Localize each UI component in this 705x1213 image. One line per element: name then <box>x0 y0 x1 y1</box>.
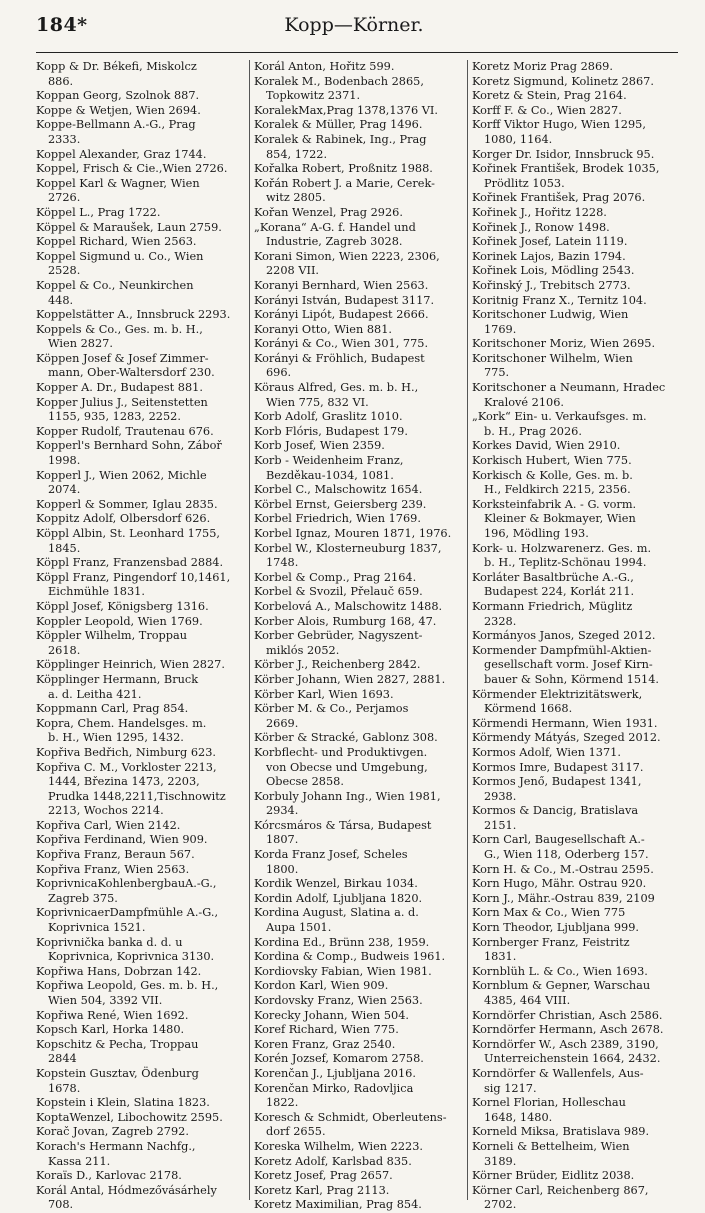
directory-entry-line: Kopřiva C. M., Vorkloster 2213, <box>36 760 217 774</box>
directory-entry-line: Korb - Weidenheim Franz, <box>254 454 404 468</box>
directory-entry-line: Korbel C., Malschowitz 1654. <box>254 483 423 497</box>
directory-entry-line: Kordina August, Slatina a. d. <box>254 906 419 920</box>
directory-entry-line: Korn Carl, Baugesellschaft A.- <box>472 833 645 847</box>
directory-entry-line: Korbelová A., Malschowitz 1488. <box>254 599 443 613</box>
directory-entry-line: Köpplinger Heinrich, Wien 2827. <box>36 658 225 672</box>
directory-entry-line: Korn H. & Co., M.-Ostrau 2595. <box>472 862 654 876</box>
directory-entry-line: Korányi Lipót, Budapest 2666. <box>254 308 429 322</box>
directory-entry-line: Koralek M., Bodenbach 2865, <box>254 74 424 88</box>
entry-continuation-line: 2328. <box>484 614 517 628</box>
directory-entry-line: Kordik Wenzel, Birkau 1034. <box>254 877 418 891</box>
entry-continuation-line: b. H., Teplitz-Schönau 1994. <box>484 556 647 570</box>
entry-continuation-line: von Obecse und Umgebung, <box>266 760 428 774</box>
directory-entry-line: Koralek & Müller, Prag 1496. <box>254 118 423 132</box>
directory-entry-line: Koretz Moriz Prag 2869. <box>472 60 613 73</box>
directory-entry-line: Korn Hugo, Mähr. Ostrau 920. <box>472 877 647 891</box>
entry-continuation-line: witz 2805. <box>266 191 326 205</box>
directory-entry-line: KoralekMax,Prag 1378,1376 VI. <box>254 103 438 117</box>
page-number: 184* <box>36 14 88 36</box>
directory-entry-line: Körner Brüder, Eidlitz 2038. <box>472 1169 635 1183</box>
directory-entry-line: Korb Adolf, Graslitz 1010. <box>254 410 403 424</box>
directory-entry-line: „Kork“ Ein- u. Verkaufsges. m. <box>472 410 647 424</box>
directory-entry-line: Köpplinger Hermann, Bruck <box>36 672 199 686</box>
directory-entry-line: Körber Karl, Wien 1693. <box>254 687 394 701</box>
directory-entry-line: Kopper Julius J., Seitenstetten <box>36 395 208 409</box>
directory-entry-line: Korn Max & Co., Wien 775 <box>472 906 626 920</box>
entry-continuation-line: 1155, 935, 1283, 2252. <box>48 410 181 424</box>
directory-entry-line: Korndörfer Christian, Asch 2586. <box>472 1008 663 1022</box>
directory-entry-line: Kopřiwa Hans, Dobrzan 142. <box>36 964 202 978</box>
entry-continuation-line: 196, Mödling 193. <box>484 527 589 540</box>
directory-entry-line: Kornblum & Gepner, Warschau <box>472 979 651 993</box>
entry-continuation-line: a. d. Leitha 421. <box>48 687 142 701</box>
directory-entry-line: Korbflecht- und Produktivgen. <box>254 745 428 759</box>
entry-continuation-line: gesellschaft vorm. Josef Kirn- <box>484 658 653 672</box>
directory-entry-line: Korbuly Johann Ing., Wien 1981, <box>254 789 441 803</box>
directory-entry-line: Kopřiwa Leopold, Ges. m. b. H., <box>36 979 219 993</box>
directory-entry-line: Kordiovsky Fabian, Wien 1981. <box>254 964 432 978</box>
entry-continuation-line: 2213, Wochos 2214. <box>48 804 164 818</box>
entry-continuation-line: b. H., Wien 1295, 1432. <box>48 731 184 745</box>
entry-continuation-line: miklós 2052. <box>266 643 340 657</box>
directory-entry-line: Kormender Dampfmühl-Aktien- <box>472 643 652 657</box>
entry-continuation-line: 2726. <box>48 191 81 205</box>
directory-entry-line: Koppels & Co., Ges. m. b. H., <box>36 322 203 336</box>
entry-continuation-line: Wien 2827. <box>48 337 113 351</box>
directory-entry-line: Kopperl J., Wien 2062, Michle <box>36 468 207 482</box>
directory-entry-line: Kopstein i Klein, Slatina 1823. <box>36 1096 210 1110</box>
directory-entry-line: Kopřiva Franz, Wien 2563. <box>36 862 190 876</box>
directory-entry-line: Koritschoner a Neumann, Hradec <box>472 381 666 395</box>
directory-entry-line: Kordina Ed., Brünn 238, 1959. <box>254 935 430 949</box>
directory-entry-line: Kopřiva Bedřich, Nimburg 623. <box>36 745 216 759</box>
entry-continuation-line: Körmend 1668. <box>484 702 573 716</box>
directory-entry-line: Korb Flóris, Budapest 179. <box>254 424 408 438</box>
directory-entry-line: „Korana“ A-G. f. Handel und <box>254 220 416 234</box>
directory-entry-line: Korndörfer W., Asch 2389, 3190, <box>472 1037 659 1051</box>
directory-entry-line: Korál Antal, Hódmezővásárhely <box>36 1183 217 1197</box>
directory-entry-line: Koritschoner Ludwig, Wien <box>472 308 629 322</box>
directory-entry-line: Kordin Adolf, Ljubljana 1820. <box>254 891 423 905</box>
directory-entry-line: Koppel Karl & Wagner, Wien <box>36 176 200 190</box>
header-rule <box>36 52 678 53</box>
directory-entry-line: Korányi & Fröhlich, Budapest <box>254 351 425 365</box>
directory-entry-line: Körner Carl, Reichenberg 867, <box>472 1183 649 1197</box>
directory-entry-line: Koretz Maximilian, Prag 854. <box>254 1198 422 1212</box>
directory-entry-line: Koresch & Schmidt, Oberleutens- <box>254 1110 447 1124</box>
entry-continuation-line: 448. <box>48 293 74 307</box>
directory-entry-line: Korenčan J., Ljubljana 2016. <box>254 1066 416 1080</box>
entry-continuation-line: Kassa 211. <box>48 1154 111 1168</box>
directory-entry-line: Koretz & Stein, Prag 2164. <box>472 89 627 103</box>
directory-entry-line: Körmender Elektrizitätswerk, <box>472 687 643 701</box>
directory-entry-line: Kopřiwa René, Wien 1692. <box>36 1008 189 1022</box>
directory-entry-line: Kopřiva Ferdinand, Wien 909. <box>36 833 208 847</box>
entry-continuation-line: b. H., Prag 2026. <box>484 424 582 438</box>
entry-continuation-line: sig 1217. <box>484 1081 537 1095</box>
directory-entry-line: Kordina & Comp., Budweis 1961. <box>254 950 446 964</box>
directory-entry-line: Kordon Karl, Wien 909. <box>254 979 389 993</box>
directory-entry-line: Köppel L., Prag 1722. <box>36 205 161 219</box>
column-divider <box>467 60 468 1200</box>
entry-continuation-line: 2333. <box>48 132 81 146</box>
directory-entry-line: Koranyi Otto, Wien 881. <box>254 322 392 336</box>
entry-continuation-line: Bezděkau-1034, 1081. <box>266 468 394 482</box>
directory-entry-line: Kormos & Dancig, Bratislava <box>472 804 639 818</box>
entry-continuation-line: Wien 775, 832 VI. <box>266 395 369 409</box>
directory-entry-line: Kormos Imre, Budapest 3117. <box>472 760 644 774</box>
directory-entry-line: Koralek & Rabinek, Ing., Prag <box>254 132 427 146</box>
entry-continuation-line: 1807. <box>266 833 299 847</box>
directory-entry-line: Korinek Lajos, Bazin 1794. <box>472 249 626 263</box>
entry-continuation-line: 1822. <box>266 1096 299 1110</box>
entry-continuation-line: 1678. <box>48 1081 81 1095</box>
entry-continuation-line: Industrie, Zagreb 3028. <box>266 235 403 249</box>
entry-continuation-line: 1831. <box>484 950 517 964</box>
directory-entry-line: Köppl Franz, Franzensbad 2884. <box>36 556 224 570</box>
entry-continuation-line: mann, Ober-Waltersdorf 230. <box>48 366 215 380</box>
directory-entry-line: KoprivnicaerDampfmühle A.-G., <box>36 906 219 920</box>
directory-entry-line: Korb Josef, Wien 2359. <box>254 439 385 453</box>
directory-entry-line: Kořinek František, Prag 2076. <box>472 191 646 205</box>
directory-entry-line: Kopper Rudolf, Trautenau 676. <box>36 424 214 438</box>
directory-entry-line: Körber & Stracké, Gablonz 308. <box>254 731 438 745</box>
entry-continuation-line: 1998. <box>48 454 81 468</box>
directory-entry-line: Köppen Josef & Josef Zimmer- <box>36 351 209 365</box>
entry-continuation-line: G., Wien 118, Oderberg 157. <box>484 848 649 862</box>
directory-entry-line: Kordovsky Franz, Wien 2563. <box>254 994 423 1007</box>
entry-continuation-line: Aupa 1501. <box>266 921 332 935</box>
directory-entry-line: Kořinek J., Hořitz 1228. <box>472 205 607 219</box>
directory-entry-line: Koppel & Co., Neunkirchen <box>36 278 194 292</box>
directory-entry-line: Koppan Georg, Szolnok 887. <box>36 89 200 103</box>
entry-continuation-line: Kleiner & Bokmayer, Wien <box>484 512 636 526</box>
directory-entry-line: Koppe-Bellmann A.-G., Prag <box>36 118 196 132</box>
directory-entry-line: Körmendy Mátyás, Szeged 2012. <box>472 731 661 745</box>
directory-entry-line: Kopperl's Bernhard Sohn, Záboř <box>36 439 222 453</box>
directory-entry-line: Korkes David, Wien 2910. <box>472 439 621 453</box>
entry-continuation-line: Unterreichenstein 1664, 2432. <box>484 1052 661 1066</box>
directory-entry-line: Koretz Karl, Prag 2113. <box>254 1183 390 1197</box>
directory-entry-line: Koppitz Adolf, Olbersdorf 626. <box>36 512 211 526</box>
directory-entry-line: Koraïs D., Karlovac 2178. <box>36 1169 182 1183</box>
directory-entry-line: KoptaWenzel, Libochowitz 2595. <box>36 1110 223 1124</box>
entry-continuation-line: 2938. <box>484 789 517 803</box>
directory-entry-line: Köppel & Maraušek, Laun 2759. <box>36 220 222 234</box>
directory-entry-line: Kornblüh L. & Co., Wien 1693. <box>472 964 648 978</box>
directory-entry-line: Köppl Franz, Pingendorf 10,1461, <box>36 570 231 584</box>
entry-continuation-line: Koprivnica, Koprivnica 3130. <box>48 950 215 964</box>
entry-continuation-line: Eichmühle 1831. <box>48 585 145 599</box>
directory-entry-line: Kormos Jenő, Budapest 1341, <box>472 775 642 789</box>
directory-entry-line: Korksteinfabrik A. - G. vorm. <box>472 497 637 511</box>
directory-entry-line: Korláter Basaltbrüche A.-G., <box>472 570 634 584</box>
directory-entry-line: Koritschoner Wilhelm, Wien <box>472 351 633 365</box>
column-divider <box>249 60 250 1200</box>
directory-entry-line: Korneld Miksa, Bratislava 989. <box>472 1125 650 1139</box>
directory-entry-line: Köppler Wilhelm, Troppau <box>36 629 188 643</box>
entry-continuation-line: 2528. <box>48 264 81 278</box>
directory-entry-line: Korani Simon, Wien 2223, 2306, <box>254 249 440 263</box>
directory-entry-line: Korn J., Mähr.-Ostrau 839, 2109 <box>472 891 655 905</box>
directory-entry-line: Kornel Florian, Holleschau <box>472 1096 626 1110</box>
directory-entry-line: Korál Anton, Hořitz 599. <box>254 60 395 73</box>
entry-continuation-line: Prudka 1448,2211,Tischnowitz <box>48 789 226 803</box>
running-head: Kopp—Körner. <box>284 14 424 36</box>
directory-entry-line: Kořan Wenzel, Prag 2926. <box>254 205 403 219</box>
entry-continuation-line: 2844 <box>48 1052 77 1066</box>
directory-entry-line: Körber Johann, Wien 2827, 2881. <box>254 672 446 686</box>
directory-entry-line: Kořinek J., Ronow 1498. <box>472 220 610 234</box>
directory-entry-line: Korén Jozsef, Komarom 2758. <box>254 1052 424 1066</box>
entry-continuation-line: Zagreb 375. <box>48 891 118 905</box>
directory-entry-line: Koritschoner Moriz, Wien 2695. <box>472 337 656 351</box>
entry-continuation-line: Obecse 2858. <box>266 775 344 789</box>
column-2 <box>254 60 462 1212</box>
directory-entry-line: Koren Franz, Graz 2540. <box>254 1037 396 1051</box>
directory-entry-line: Korányi István, Budapest 3117. <box>254 293 435 307</box>
directory-entry-line: Koppel, Frisch & Cie.,Wien 2726. <box>36 162 228 176</box>
directory-columns <box>36 60 682 1212</box>
directory-entry-line: Korber Alois, Rumburg 168, 47. <box>254 614 437 628</box>
directory-entry-line: Kopsch Karl, Horka 1480. <box>36 1023 185 1037</box>
entry-continuation-line: 1444, Březina 1473, 2203, <box>48 775 200 789</box>
directory-entry-line: Korneli & Bettelheim, Wien <box>472 1139 630 1153</box>
entry-continuation-line: dorf 2655. <box>266 1125 326 1139</box>
directory-entry-line: Köppl Albin, St. Leonhard 1755, <box>36 527 220 540</box>
directory-entry-line: Koretz Adolf, Karlsbad 835. <box>254 1154 412 1168</box>
directory-entry-line: Korber Gebrüder, Nagyszent- <box>254 629 423 643</box>
directory-entry-line: Korff Viktor Hugo, Wien 1295, <box>472 118 646 132</box>
directory-entry-line: Kořinek Josef, Latein 1119. <box>472 235 628 249</box>
entry-continuation-line: Budapest 224, Korlát 211. <box>484 585 635 599</box>
directory-entry-line: Kořán Robert J. a Marie, Cerek- <box>254 176 435 190</box>
directory-entry-line: Koppler Leopold, Wien 1769. <box>36 614 203 628</box>
entry-continuation-line: 708. <box>48 1198 74 1212</box>
directory-entry-line: Kopper A. Dr., Budapest 881. <box>36 381 203 395</box>
column-1 <box>36 60 244 1212</box>
entry-continuation-line: H., Feldkirch 2215, 2356. <box>484 483 631 497</box>
directory-entry-line: Körber J., Reichenberg 2842. <box>254 658 421 672</box>
directory-entry-line: Korbel W., Klosterneuburg 1837, <box>254 541 442 555</box>
entry-continuation-line: 1648, 1480. <box>484 1110 553 1124</box>
directory-entry-line: Kormos Adolf, Wien 1371. <box>472 745 621 759</box>
directory-entry-line: Koppel Richard, Wien 2563. <box>36 235 197 249</box>
entry-continuation-line: Kralové 2106. <box>484 395 564 409</box>
directory-entry-line: Kořinek Lois, Mödling 2543. <box>472 264 635 278</box>
directory-entry-line: Kořinek František, Brodek 1035, <box>472 162 660 176</box>
directory-entry-line: Korbel & Comp., Prag 2164. <box>254 570 417 584</box>
entry-continuation-line: 775. <box>484 366 510 380</box>
column-3 <box>472 60 680 1212</box>
entry-continuation-line: 696. <box>266 366 292 380</box>
directory-entry-line: Korenčan Mirko, Radovljica <box>254 1081 414 1095</box>
directory-entry-line: Korkisch & Kolle, Ges. m. b. <box>472 468 633 482</box>
directory-entry-line: Koppe & Wetjen, Wien 2694. <box>36 103 201 117</box>
entry-continuation-line: Koprivnica 1521. <box>48 921 146 935</box>
directory-entry-line: Kórcsmáros & Társa, Budapest <box>254 818 432 832</box>
directory-entry-line: Kopra, Chem. Handelsges. m. <box>36 716 207 730</box>
directory-entry-line: KoprivnicaKohlenbergbauA.-G., <box>36 877 217 891</box>
directory-entry-line: Kopstein Gusztav, Ödenburg <box>36 1066 199 1080</box>
entry-continuation-line: 1080, 1164. <box>484 132 553 146</box>
directory-entry-line: Köppl Josef, Königsberg 1316. <box>36 599 209 613</box>
directory-entry-line: Korecky Johann, Wien 504. <box>254 1008 409 1022</box>
directory-entry-line: Koretz Josef, Prag 2657. <box>254 1169 393 1183</box>
directory-entry-line: Korányi & Co., Wien 301, 775. <box>254 337 429 351</box>
directory-entry-line: Koritnig Franz X., Ternitz 104. <box>472 293 647 307</box>
entry-continuation-line: 4385, 464 VIII. <box>484 994 571 1007</box>
entry-continuation-line: Wien 504, 3392 VII. <box>48 994 163 1007</box>
directory-entry-line: Koppelstätter A., Innsbruck 2293. <box>36 308 231 322</box>
entry-continuation-line: 3189. <box>484 1154 517 1168</box>
directory-entry-line: Koppel Alexander, Graz 1744. <box>36 147 207 161</box>
directory-entry-line: Körber M. & Co., Perjamos <box>254 702 409 716</box>
directory-entry-line: Koppmann Carl, Prag 854. <box>36 702 189 716</box>
entry-continuation-line: 1769. <box>484 322 517 336</box>
entry-continuation-line: 2208 VII. <box>266 264 320 278</box>
directory-entry-line: Korbel Friedrich, Wien 1769. <box>254 512 421 526</box>
directory-entry-line: Korač Jovan, Zagreb 2792. <box>36 1125 189 1139</box>
directory-entry-line: Kopřiva Carl, Wien 2142. <box>36 818 181 832</box>
entry-continuation-line: 2074. <box>48 483 81 497</box>
entry-continuation-line: Prödlitz 1053. <box>484 176 565 190</box>
entry-continuation-line: 2669. <box>266 716 299 730</box>
entry-continuation-line: Topkowitz 2371. <box>266 89 361 103</box>
directory-entry-line: Korda Franz Josef, Scheles <box>254 848 408 862</box>
entry-continuation-line: 854, 1722. <box>266 147 328 161</box>
directory-entry-line: Korndörfer & Wallenfels, Aus- <box>472 1066 644 1080</box>
directory-entry-line: Koretz Sigmund, Kolinetz 2867. <box>472 74 654 88</box>
directory-entry-line: Körmendi Hermann, Wien 1931. <box>472 716 658 730</box>
directory-entry-line: Koref Richard, Wien 775. <box>254 1023 399 1037</box>
directory-entry-line: Köraus Alfred, Ges. m. b. H., <box>254 381 419 395</box>
entry-continuation-line: 1800. <box>266 862 299 876</box>
entry-continuation-line: 1845. <box>48 541 81 555</box>
directory-entry-line: Korndörfer Hermann, Asch 2678. <box>472 1023 664 1037</box>
directory-entry-line: Korger Dr. Isidor, Innsbruck 95. <box>472 147 655 161</box>
directory-entry-line: Kopschitz & Pecha, Troppau <box>36 1037 199 1051</box>
directory-entry-line: Kornberger Franz, Feistritz <box>472 935 630 949</box>
entry-continuation-line: 2151. <box>484 818 517 832</box>
directory-entry-line: Korbel & Svozil, Přelauč 659. <box>254 585 423 599</box>
directory-entry-line: Kopřiva Franz, Beraun 567. <box>36 848 195 862</box>
directory-entry-line: Kork- u. Holzwarenerz. Ges. m. <box>472 541 652 555</box>
directory-entry-line: Kopp & Dr. Békefi, Miskolcz <box>36 60 197 73</box>
entry-continuation-line: 2702. <box>484 1198 517 1212</box>
directory-entry-line: Korbel Ignaz, Mouren 1871, 1976. <box>254 527 452 540</box>
entry-continuation-line: 2618. <box>48 643 81 657</box>
directory-entry-line: Kopperl & Sommer, Iglau 2835. <box>36 497 218 511</box>
entry-continuation-line: 886. <box>48 74 74 88</box>
page-header <box>30 14 678 40</box>
directory-entry-line: Korach's Hermann Nachfg., <box>36 1139 196 1153</box>
directory-entry-line: Koprivnička banka d. d. u <box>36 935 183 949</box>
directory-entry-line: Korn Theodor, Ljubljana 999. <box>472 921 639 935</box>
directory-entry-line: Kořinský J., Trebitsch 2773. <box>472 278 631 292</box>
directory-entry-line: Körbel Ernst, Geiersberg 239. <box>254 497 427 511</box>
entry-continuation-line: 2934. <box>266 804 299 818</box>
directory-entry-line: Kořalka Robert, Proßnitz 1988. <box>254 162 433 176</box>
directory-entry-line: Korkisch Hubert, Wien 775. <box>472 454 632 468</box>
directory-entry-line: Koranyi Bernhard, Wien 2563. <box>254 278 429 292</box>
directory-entry-line: Kormann Friedrich, Müglitz <box>472 599 633 613</box>
directory-entry-line: Kormányos Janos, Szeged 2012. <box>472 629 656 643</box>
directory-entry-line: Koreska Wilhelm, Wien 2223. <box>254 1139 424 1153</box>
entry-continuation-line: 1748. <box>266 556 299 570</box>
directory-entry-line: Koppel Sigmund u. Co., Wien <box>36 249 204 263</box>
directory-entry-line: Korff F. & Co., Wien 2827. <box>472 103 622 117</box>
entry-continuation-line: bauer & Sohn, Körmend 1514. <box>484 672 660 686</box>
